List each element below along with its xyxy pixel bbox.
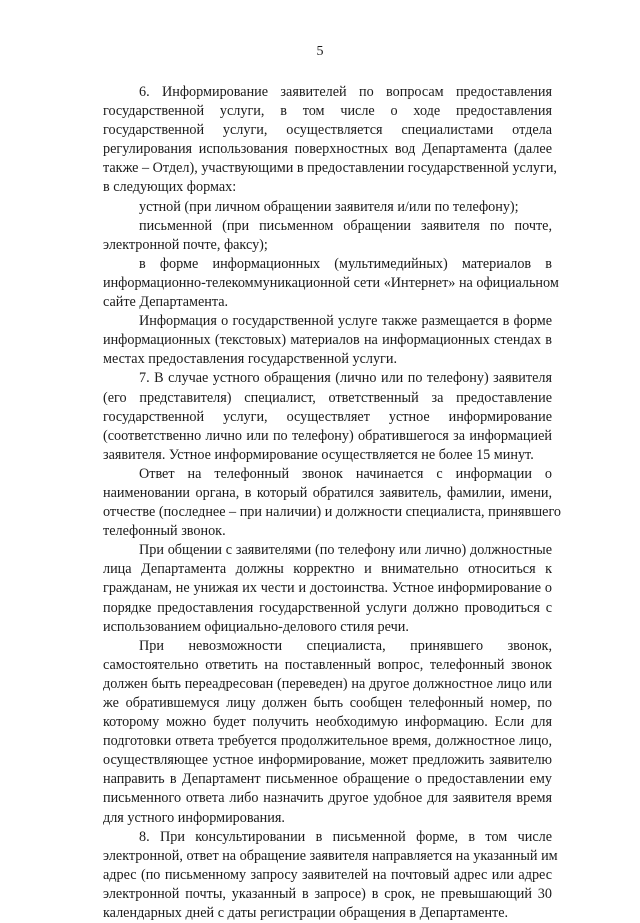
text-line: порядке предоставления государственной услуги должно проводиться с	[103, 599, 552, 616]
text-line: также – Отдел), участвующими в предоставлении государственной услуги,	[103, 160, 557, 177]
text-line: устной (при личном обращении заявителя и/или по телефону);	[139, 198, 519, 215]
text-line: телефонный звонок.	[103, 523, 226, 540]
text-line: 8. При консультировании в письменной форме, в том числе	[139, 828, 552, 845]
text-line: наименовании органа, в который обратился заявитель, фамилии, имени,	[103, 484, 552, 501]
text-line: При общении с заявителями (по телефону или лично) должностные	[139, 542, 552, 559]
text-line: Информация о государственной услуге также размещается в форме	[139, 313, 552, 330]
text-line: же обратившемуся лицу должен быть сообщен телефонный номер, по	[103, 695, 552, 711]
text-line: При невозможности специалиста, принявшего звонок,	[139, 637, 552, 654]
text-line: государственной услуги, в том числе о ходе предоставления	[103, 103, 552, 120]
page-number: 5	[316, 44, 324, 59]
text-line: осуществляющее устное информирование, может предложить заявителю	[103, 752, 552, 769]
text-line: должен быть переадресован (переведен) на другое должностное лицо или	[103, 675, 552, 692]
text-line: которому можно будет получить необходимую информацию. Если для	[103, 714, 552, 731]
text-line: самостоятельно ответить на поставленный вопрос, телефонный звонок	[103, 656, 552, 673]
text-line: электронной, ответ на обращение заявителя направляется на указанный им	[103, 847, 558, 864]
text-line: Ответ на телефонный звонок начинается с информации о	[139, 465, 552, 482]
text-line: регулирования использования поверхностных вод Департамента (далее	[103, 141, 552, 158]
text-line: в форме информационных (мультимедийных) материалов в	[139, 255, 552, 272]
text-line: 6. Информирование заявителей по вопросам предоставления	[139, 84, 552, 100]
text-line: письменного ответа либо назначить другое удобное для заявителя время	[103, 790, 552, 807]
text-line: направить в Департамент письменное обращение о предоставлении ему	[103, 771, 552, 788]
text-line: календарных дней с даты регистрации обращения в Департаменте.	[103, 905, 509, 922]
text-line: информационных (текстовых) материалов на информационных стендах в	[103, 332, 552, 349]
text-line: лица Департамента должны корректно и внимательно относиться к	[103, 561, 552, 578]
text-line: письменной (при письменном обращении заявителя по почте,	[139, 217, 552, 234]
document-body	[103, 83, 562, 923]
text-line: для устного информирования.	[103, 809, 285, 826]
text-line: государственной услуги, осуществляется специалистами отдела	[103, 122, 552, 139]
text-line: гражданам, не унижая их чести и достоинства. Устное информирование о	[103, 580, 552, 597]
text-line: государственной услуги, осуществляет устное информирование	[103, 408, 552, 425]
text-line: местах предоставления государственной услуги.	[103, 351, 397, 368]
text-line: электронной почте, факсу);	[103, 236, 268, 253]
text-line: (соответственно лично или по телефону) обратившегося за информацией	[103, 427, 552, 444]
text-line: (его представителя) специалист, ответственный за предоставление	[103, 389, 552, 406]
text-line: заявителя. Устное информирование осуществляется не более 15 минут.	[103, 446, 534, 463]
text-line: подготовки ответа требуется продолжительное время, должностное лицо,	[103, 733, 552, 750]
text-line: отчестве (последнее – при наличии) и должности специалиста, принявшего	[103, 504, 562, 521]
text-line: информационно-телекоммуникационной сети «Интернет» на официальном	[103, 274, 559, 291]
text-line: в следующих формах:	[103, 179, 237, 196]
text-line: электронной почты, указанный в запросе) в срок, не превышающий 30	[103, 885, 552, 902]
text-line: адрес (по письменному запросу заявителей на почтовый адрес или адрес	[103, 866, 552, 883]
text-line: использованием официально-делового стиля речи.	[103, 618, 409, 635]
text-line: сайте Департамента.	[103, 294, 229, 311]
text-line: 7. В случае устного обращения (лично или по телефону) заявителя	[139, 370, 552, 387]
